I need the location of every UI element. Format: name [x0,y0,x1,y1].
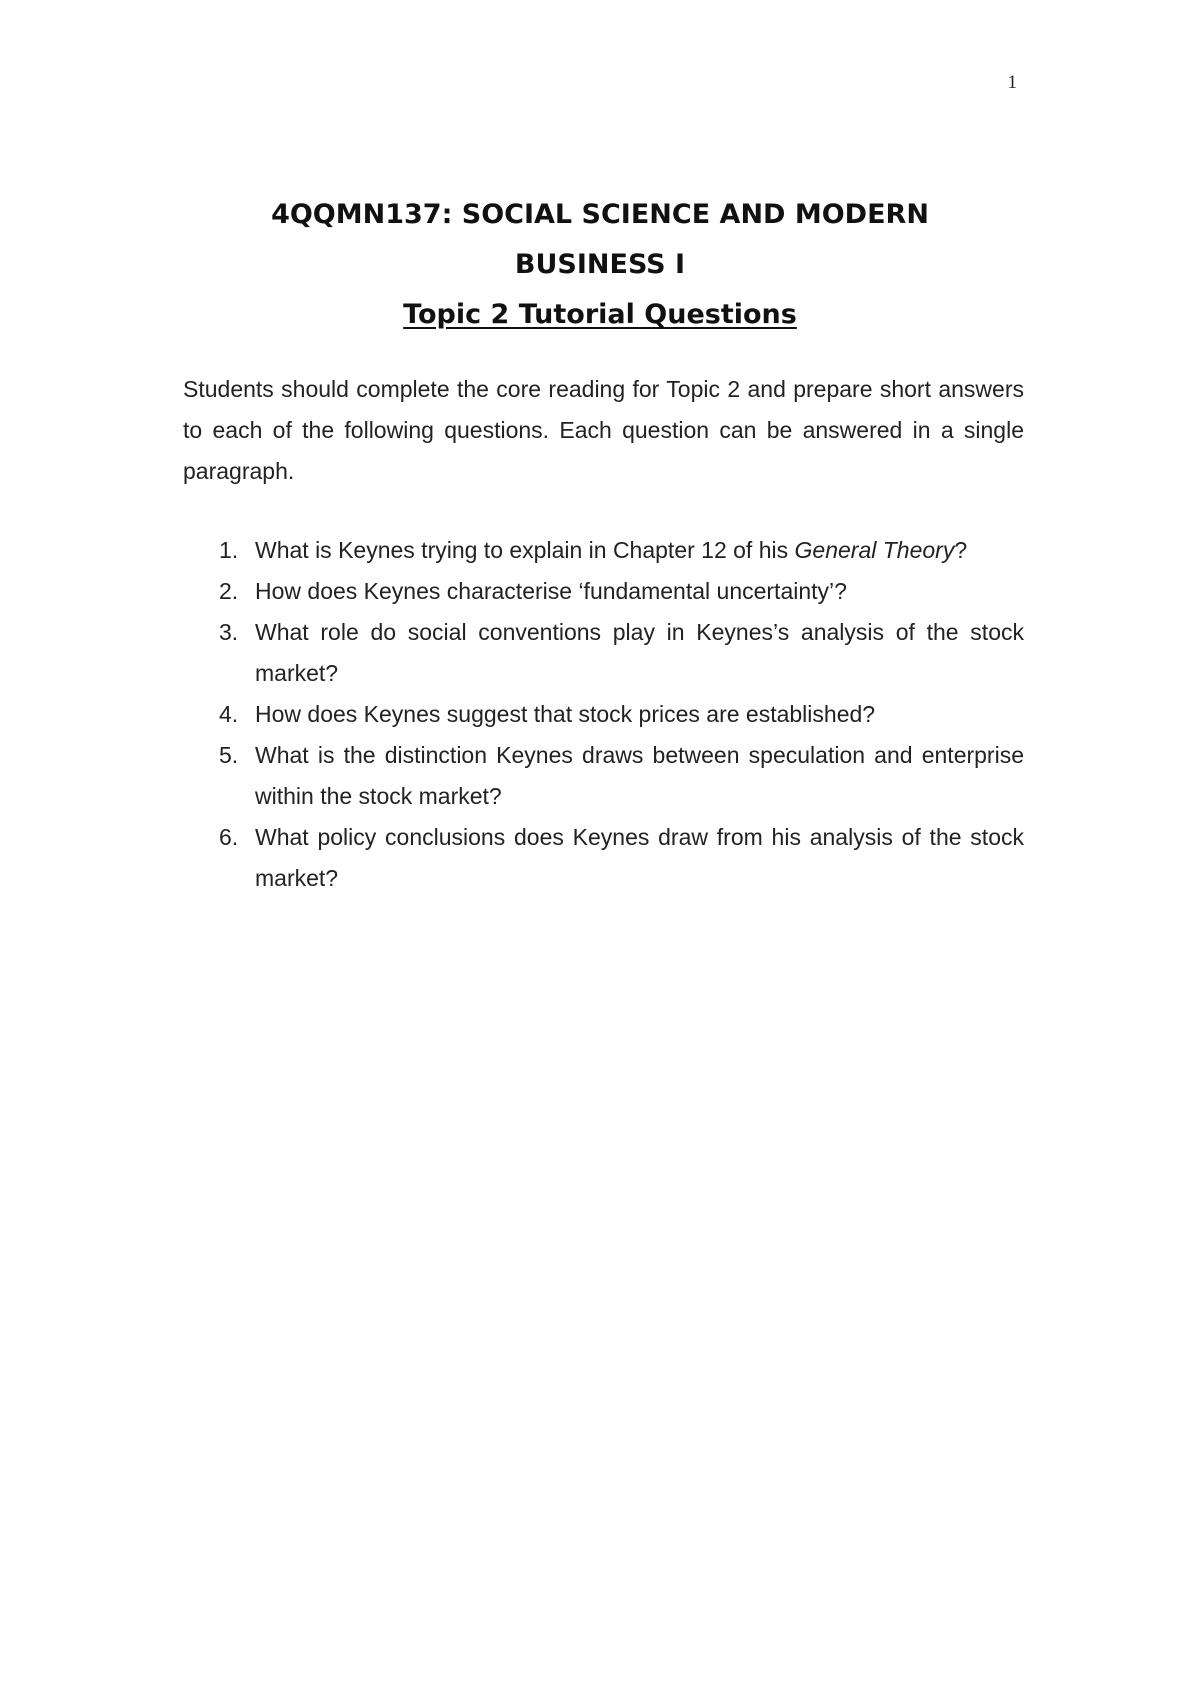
question-text [255,537,967,563]
question-item [183,694,1024,735]
question-number: 6. [219,824,239,850]
question-item [183,571,1024,612]
question-item [183,530,1024,571]
question-text: What is the distinction Keynes draws between speculation and enterprise within the stock market? [255,742,1024,809]
question-text: How does Keynes suggest that stock prices are established? [255,701,876,727]
question-list [183,530,1024,899]
question-text-italic: General Theory [794,537,955,563]
question-number: 1. [219,537,239,563]
question-number: 2. [219,578,239,604]
title-line-2: BUSINESS I [514,249,686,280]
question-item [183,735,1024,817]
question-item [183,817,1024,899]
document-title [0,190,1200,340]
question-number: 5. [219,742,239,768]
question-text: What policy conclusions does Keynes draw from his analysis of the stock market? [255,824,1024,891]
title-line-1: 4QQMN137: SOCIAL SCIENCE AND MODERN [271,199,929,230]
question-text: What role do social conventions play in Keynes’s analysis of the stock market? [255,619,1024,686]
document-subtitle: Topic 2 Tutorial Questions [403,299,797,330]
question-number: 3. [219,619,239,645]
question-text: How does Keynes characterise ‘fundamental uncertainty’? [255,578,847,604]
page-number: 1 [1007,72,1017,93]
question-item [183,612,1024,694]
question-text-part: What is Keynes trying to explain in Chapter 12 of his [255,537,795,563]
question-text-part: ? [954,537,968,563]
question-number: 4. [219,701,239,727]
intro-paragraph: Students should complete the core reading for Topic 2 and prepare short answers to each of the following questions. Each question can be answered in a single paragraph. [183,376,1024,484]
